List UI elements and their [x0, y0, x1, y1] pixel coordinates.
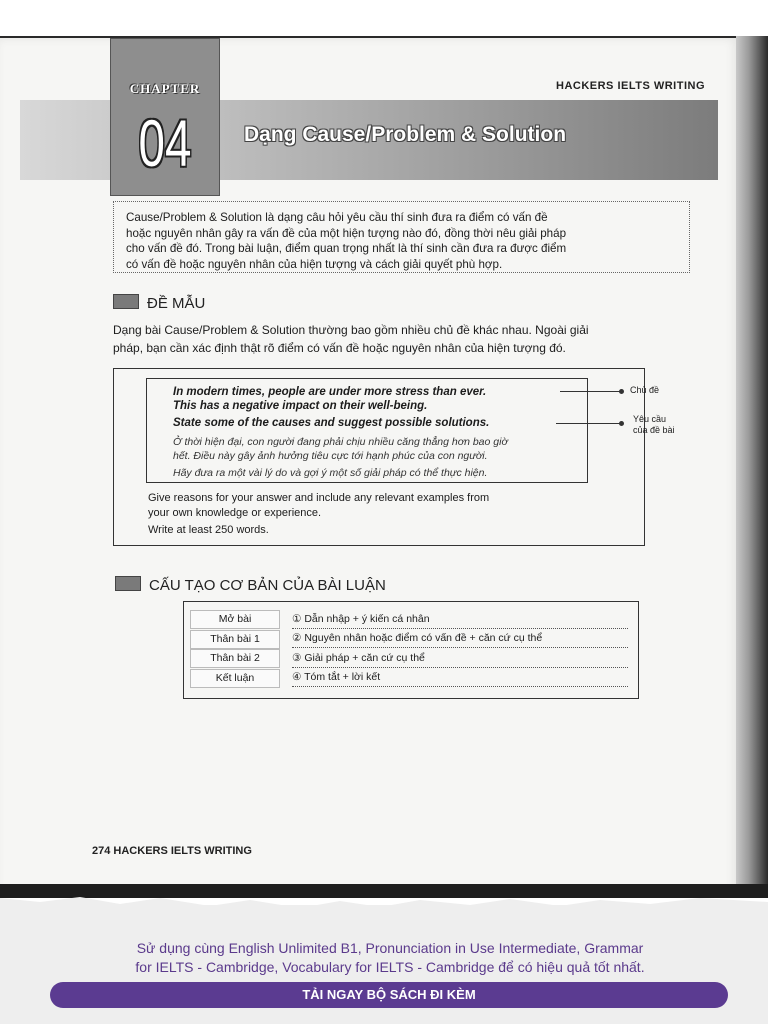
question-en-line: State some of the causes and suggest possible solutions. [173, 417, 490, 429]
chapter-number: 04 [138, 106, 192, 180]
structure-desc: ③ Giải pháp + căn cứ cụ thể [292, 650, 628, 668]
essay-structure-table [183, 601, 639, 699]
requirement-note-line: Yêu cầu [633, 414, 667, 424]
structure-heading [115, 576, 386, 594]
question-vi-line: hết. Điều này gây ảnh hưởng tiêu cực tới hạnh phúc của con người. [173, 450, 488, 462]
topic-pointer-dot [619, 389, 624, 394]
sample-description [113, 321, 698, 357]
instruction-line: your own knowledge or experience. [148, 507, 322, 519]
sample-description-line: Dạng bài Cause/Problem & Solution thường bao gồm nhiều chủ đề khác nhau. Ngoài giải [113, 323, 589, 337]
intro-line: có vấn đề hoặc nguyên nhân của hiện tượng và cách giải quyết phù hợp. [126, 257, 503, 271]
structure-label: Thân bài 2 [190, 649, 280, 668]
torn-edge-decoration [0, 892, 768, 916]
chapter-badge [110, 38, 220, 196]
structure-desc: ④ Tóm tắt + lời kết [292, 669, 628, 687]
section-marker [113, 294, 139, 309]
running-header: HACKERS IELTS WRITING [556, 80, 706, 92]
download-books-button[interactable]: TẢI NGAY BỘ SÁCH ĐI KÈM [50, 982, 728, 1008]
page-footer [92, 845, 252, 857]
question-prompt-box [146, 378, 588, 483]
instruction-line: Give reasons for your answer and include any relevant examples from [148, 492, 490, 504]
intro-line: cho vấn đề đó. Trong bài luận, điểm quan trọng nhất là thí sinh cần đưa ra được điểm [126, 242, 567, 255]
page-number: 274 [92, 845, 111, 857]
requirement-note [633, 414, 675, 436]
structure-heading-text: CẤU TẠO CƠ BẢN CỦA BÀI LUẬN [149, 577, 386, 594]
structure-label: Kết luận [190, 669, 280, 688]
structure-row [190, 669, 628, 689]
structure-row [190, 649, 628, 669]
sample-heading-text: ĐỀ MẪU [147, 295, 206, 312]
question-en-line: This has a negative impact on their well-being. [173, 400, 428, 412]
structure-label: Mở bài [190, 610, 280, 629]
promo-text-line: for IELTS - Cambridge, Vocabulary for IELTS - Cambridge để có hiệu quả tốt nhất. [135, 959, 645, 975]
book-spine [736, 36, 768, 894]
chapter-word: CHAPTER [129, 81, 201, 96]
structure-desc: ① Dẫn nhập + ý kiến cá nhân [292, 611, 628, 629]
intro-box [113, 201, 690, 273]
structure-desc: ② Nguyên nhân hoặc điểm có vấn đề + căn cứ cụ thể [292, 630, 628, 648]
intro-line: hoặc nguyên nhân gây ra vấn đề của một hiện tượng nào đó, đồng thời nêu giải pháp [126, 226, 567, 240]
structure-row [190, 610, 628, 630]
structure-label: Thân bài 1 [190, 630, 280, 649]
question-vi-line: Ở thời hiện đại, con người đang phải chịu nhiều căng thẳng hơn bao giờ [173, 436, 508, 448]
footer-series: HACKERS IELTS WRITING [113, 845, 252, 857]
structure-row [190, 630, 628, 650]
topic-pointer-line [560, 391, 622, 392]
instruction-line: Write at least 250 words. [148, 524, 269, 536]
requirement-note-line: của đề bài [633, 425, 675, 435]
topic-note: Chủ đề [630, 385, 660, 395]
chapter-title: Dạng Cause/Problem & Solution [244, 123, 567, 146]
writing-instructions [148, 491, 578, 538]
section-marker [115, 576, 141, 591]
question-en-line: In modern times, people are under more stress than ever. [173, 386, 487, 398]
sample-heading [113, 294, 205, 312]
sample-description-line: pháp, bạn cần xác định thật rõ điểm có vấn đề hoặc nguyên nhân của hiện tượng đó. [113, 341, 566, 355]
requirement-pointer-dot [619, 421, 624, 426]
question-vi-line: Hãy đưa ra một vài lý do và gợi ý một số giải pháp có thể thực hiện. [173, 467, 488, 479]
intro-line: Cause/Problem & Solution là dạng câu hỏi yêu cầu thí sinh đưa ra điểm có vấn đề [126, 211, 548, 224]
requirement-pointer-line [556, 423, 622, 424]
promo-text [40, 939, 740, 977]
promo-text-line: Sử dụng cùng English Unlimited B1, Pronunciation in Use Intermediate, Grammar [136, 940, 644, 956]
